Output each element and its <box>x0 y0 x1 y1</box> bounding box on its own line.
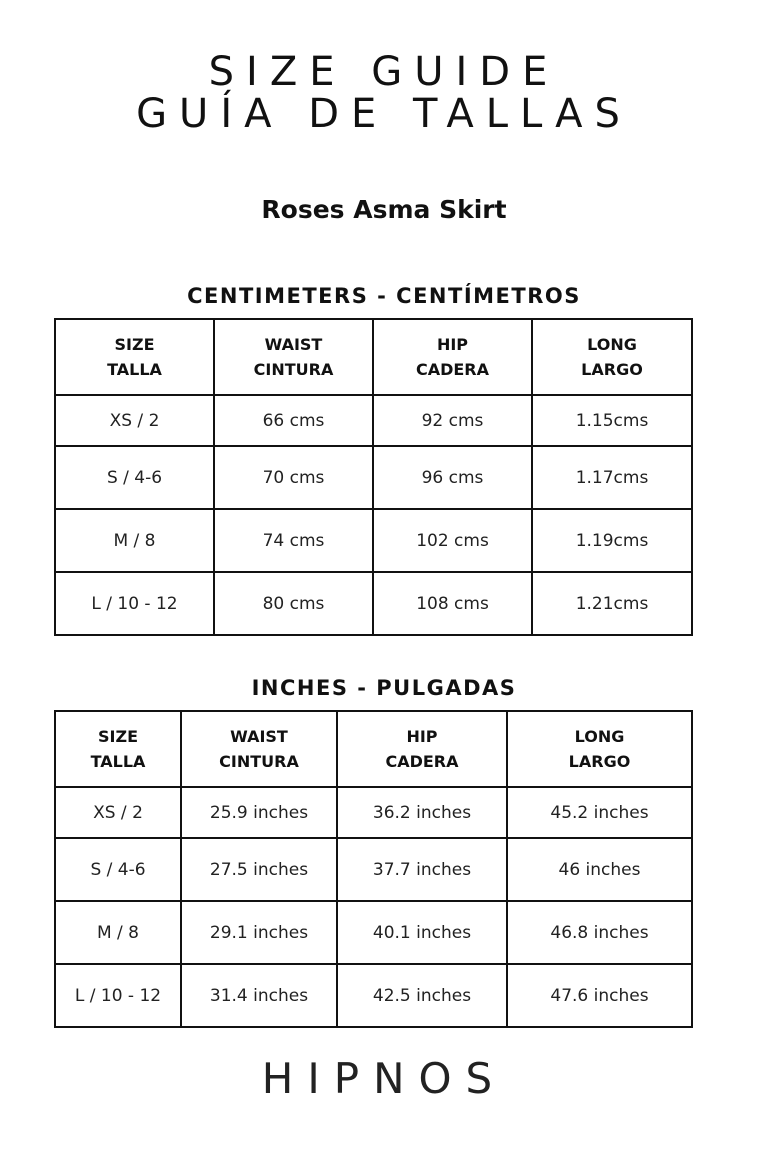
table-row <box>55 509 692 572</box>
table-row <box>55 964 692 1027</box>
long-cell: 46 inches <box>507 838 692 901</box>
column-header-label-es: LARGO <box>568 752 631 771</box>
column-header-label-en: HIP <box>436 335 469 354</box>
waist-cell: 27.5 inches <box>181 838 337 901</box>
column-header-label-es: TALLA <box>107 360 162 379</box>
hip-cell: 37.7 inches <box>337 838 507 901</box>
size-cell: L / 10 - 12 <box>55 964 181 1027</box>
waist-cell: 74 cms <box>214 509 373 572</box>
column-header-hip <box>373 319 532 395</box>
size-cell: XS / 2 <box>55 787 181 838</box>
page-title-spanish: GUÍA DE TALLAS <box>136 91 632 137</box>
brand-logo: HIPNOS <box>261 1054 507 1103</box>
waist-cell: 31.4 inches <box>181 964 337 1027</box>
long-cell: 1.15cms <box>532 395 692 446</box>
page-title-english: SIZE GUIDE <box>208 49 560 95</box>
column-header-label-en: WAIST <box>264 335 323 354</box>
column-header-label-es: CINTURA <box>253 360 334 379</box>
hip-cell: 92 cms <box>373 395 532 446</box>
table-header-row <box>55 319 692 395</box>
column-header-label-en: LONG <box>574 727 625 746</box>
product-name: Roses Asma Skirt <box>261 195 507 224</box>
table-row <box>55 395 692 446</box>
table-row <box>55 901 692 964</box>
size-cell: S / 4-6 <box>55 446 214 509</box>
hip-cell: 40.1 inches <box>337 901 507 964</box>
column-header-size <box>55 319 214 395</box>
size-cell: XS / 2 <box>55 395 214 446</box>
long-cell: 46.8 inches <box>507 901 692 964</box>
waist-cell: 66 cms <box>214 395 373 446</box>
column-header-long <box>507 711 692 787</box>
column-header-label-es: LARGO <box>581 360 643 379</box>
long-cell: 1.21cms <box>532 572 692 635</box>
inches-section-title: INCHES - PULGADAS <box>251 676 517 700</box>
column-header-label-es: TALLA <box>90 752 146 771</box>
column-header-waist <box>214 319 373 395</box>
column-header-long <box>532 319 692 395</box>
column-header-label-en: LONG <box>587 335 637 354</box>
long-cell: 1.17cms <box>532 446 692 509</box>
hip-cell: 102 cms <box>373 509 532 572</box>
centimeters-size-table <box>54 318 693 636</box>
size-cell: M / 8 <box>55 901 181 964</box>
column-header-label-es: CADERA <box>385 752 459 771</box>
column-header-label-en: SIZE <box>114 335 155 354</box>
waist-cell: 29.1 inches <box>181 901 337 964</box>
column-header-size <box>55 711 181 787</box>
table-row <box>55 572 692 635</box>
long-cell: 1.19cms <box>532 509 692 572</box>
column-header-label-es: CADERA <box>415 360 490 379</box>
hip-cell: 96 cms <box>373 446 532 509</box>
waist-cell: 80 cms <box>214 572 373 635</box>
waist-cell: 70 cms <box>214 446 373 509</box>
inches-size-table <box>54 710 693 1028</box>
centimeters-section-title: CENTIMETERS - CENTÍMETROS <box>187 284 581 308</box>
column-header-label-en: SIZE <box>97 727 138 746</box>
column-header-label-en: HIP <box>406 727 438 746</box>
hip-cell: 42.5 inches <box>337 964 507 1027</box>
column-header-waist <box>181 711 337 787</box>
column-header-hip <box>337 711 507 787</box>
waist-cell: 25.9 inches <box>181 787 337 838</box>
table-row <box>55 446 692 509</box>
long-cell: 47.6 inches <box>507 964 692 1027</box>
column-header-label-en: WAIST <box>230 727 288 746</box>
hip-cell: 108 cms <box>373 572 532 635</box>
table-row <box>55 838 692 901</box>
hip-cell: 36.2 inches <box>337 787 507 838</box>
table-header-row <box>55 711 692 787</box>
column-header-label-es: CINTURA <box>219 752 299 771</box>
long-cell: 45.2 inches <box>507 787 692 838</box>
size-cell: M / 8 <box>55 509 214 572</box>
size-cell: S / 4-6 <box>55 838 181 901</box>
table-row <box>55 787 692 838</box>
size-cell: L / 10 - 12 <box>55 572 214 635</box>
